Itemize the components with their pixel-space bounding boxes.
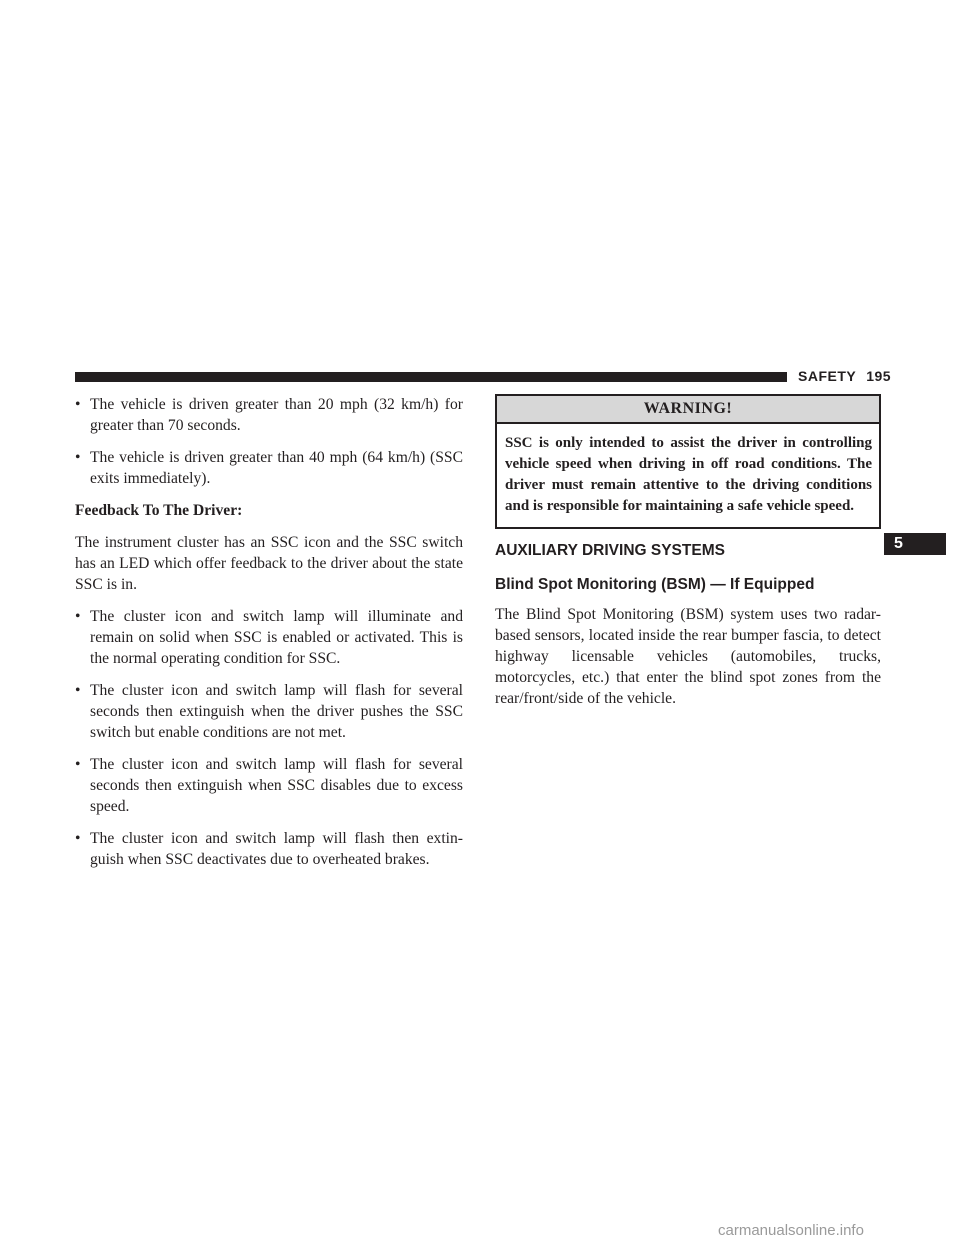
bullet-text: The vehicle is driven greater than 20 mph (32 km/h) for greater than 70 seconds. bbox=[90, 396, 463, 434]
subsection-heading: Blind Spot Monitoring (BSM) — If Equipped bbox=[495, 576, 815, 593]
left-column bbox=[75, 394, 463, 881]
bullet-text: The cluster icon and switch lamp will illuminate and remain on solid when SSC is enabled or activated. This is the normal operating condition for SSC. bbox=[90, 608, 463, 667]
bullet-glyph: • bbox=[75, 449, 81, 466]
page-number: 195 bbox=[866, 368, 892, 384]
feedback-paragraph: The instrument cluster has an SSC icon and the SSC switch has an LED which offer feedback to the driver about the state SSC is in. bbox=[75, 534, 463, 593]
bullet-text: The cluster icon and switch lamp will flash for several seconds then extinguish when the driver pushes the SSC switch but enable conditions are not met. bbox=[90, 682, 463, 741]
bullet-glyph: • bbox=[75, 608, 81, 625]
bullet-glyph: • bbox=[75, 830, 81, 847]
bullet-glyph: • bbox=[75, 396, 81, 413]
section-heading: AUXILIARY DRIVING SYSTEMS bbox=[495, 542, 725, 559]
warning-title: WARNING! bbox=[497, 396, 879, 424]
bullet-glyph: • bbox=[75, 756, 81, 773]
section-title: SAFETY bbox=[798, 368, 857, 384]
bullet-text: The cluster icon and switch lamp will flash for several seconds then extinguish when SSC disables due to excess speed. bbox=[90, 756, 463, 815]
bullet-glyph: • bbox=[75, 682, 81, 699]
bullet-item bbox=[75, 394, 463, 436]
chapter-tab: 5 bbox=[884, 533, 946, 555]
bullet-item bbox=[75, 606, 463, 669]
feedback-heading: Feedback To The Driver: bbox=[75, 502, 243, 519]
bsm-paragraph: The Blind Spot Monitoring (BSM) system uses two radar- based sensors, located inside the rear bumper fascia, to detect highway licensable vehicles (automobiles, trucks, motorcycles, etc.) that enter the blind spot zones from the rear/front/side of the vehicle. bbox=[495, 606, 881, 707]
right-column bbox=[495, 394, 881, 720]
header-rule bbox=[75, 372, 787, 382]
bullet-text: The cluster icon and switch lamp will flash then extin- guish when SSC deactivates due to overheated brakes. bbox=[90, 830, 463, 868]
bullet-item bbox=[75, 754, 463, 817]
bullet-item bbox=[75, 447, 463, 489]
bullet-item bbox=[75, 828, 463, 870]
bullet-item bbox=[75, 680, 463, 743]
running-head bbox=[798, 368, 891, 384]
warning-box bbox=[495, 394, 881, 529]
bullet-text: The vehicle is driven greater than 40 mph (64 km/h) (SSC exits immediately). bbox=[90, 449, 463, 487]
watermark: carmanualsonline.info bbox=[718, 1222, 864, 1239]
warning-body: SSC is only intended to assist the driver in controlling vehicle speed when driving in off road conditions. The driver must remain attentive to the driving conditions and is responsible for maintaining a safe vehicle speed. bbox=[505, 435, 872, 514]
